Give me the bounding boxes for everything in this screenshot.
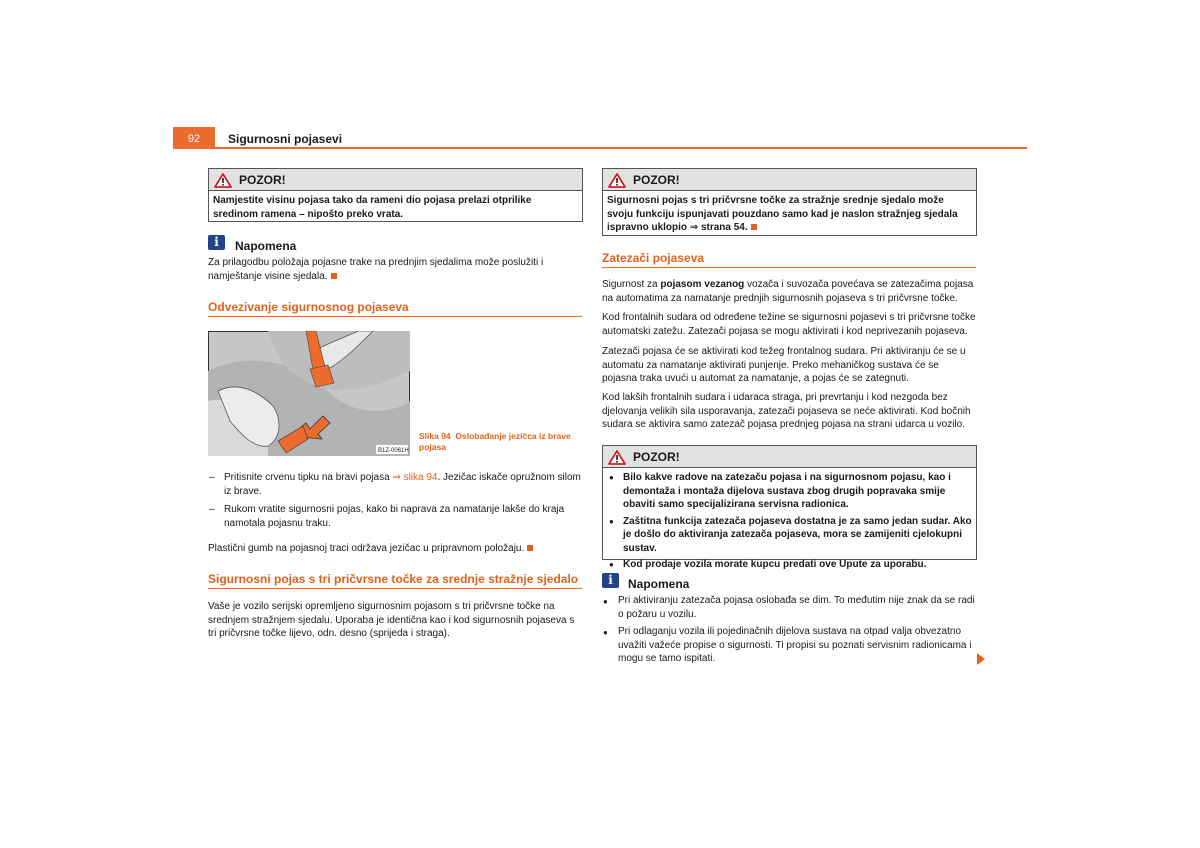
end-marker-icon (751, 224, 757, 230)
section-title: Zatezači pojaseva (602, 251, 705, 265)
info-icon (208, 235, 225, 250)
section2-paragraph: Vaše je vozilo serijski opremljeno sigurnosnim pojasom s tri pričvrsne točke na srednjem stražnjem sjedalu. Uporaba je identična kao i kod sigurnosnih pojaseva s tri pričvrsne točke lijevo, odn. desno (sprijeda i straga). (208, 601, 575, 639)
warning-label: POZOR! (633, 173, 680, 187)
paragraph-2: Kod frontalnih sudara od određene težine se sigurnosni pojasevi s tri pričvrsne točke automatski zatežu. Zatezači pojasa se mogu aktivirati i kod neprivezanih pojaseva. (602, 312, 976, 337)
note-text: Za prilagodbu položaja pojasne trake na prednjim sjedalima može poslužiti i namještanje visine sjedala. (208, 257, 544, 282)
note-title: Napomena (628, 577, 690, 591)
figure-illustration (208, 331, 410, 456)
note-item: Pri odlaganju vozila ili pojedinačnih dijelova sustava na otpad valja obvezatno uvažiti važeće propise o sigurnosti. Ti propisi su poznati servisnim radionicama i mogu se tamo ispitati. (618, 626, 972, 664)
section-title: Sigurnosni pojas s tri pričvrsne točke za srednje stražnje sjedalo (208, 572, 579, 586)
section-rule (208, 588, 582, 589)
warning-label: POZOR! (239, 173, 286, 187)
bullet-icon: ● (603, 597, 608, 606)
note-item: Pri aktiviranju zatezača pojasa oslobađa se dim. To međutim nije znak da se radi o požaru u vozilu. (618, 595, 975, 620)
warning-box-2 (602, 168, 977, 236)
warning-text: Namjestite visinu pojasa tako da rameni dio pojasa prelazi otprilike sredinom ramena – nipošto preko vrata. (213, 195, 532, 220)
warning-box-3 (602, 445, 977, 570)
page-title: Sigurnosni pojasevi (228, 132, 343, 146)
step-dash: – (209, 504, 215, 515)
warning-box-1 (208, 168, 583, 222)
step-2: Rukom vratite sigurnosni pojas, kako bi naprava za namatanje lakše do kraja namotala pojasnu traku. (224, 504, 565, 529)
paragraph-1: Sigurnost za pojasom vezanog vozača i suvozača povećava se zatezačima pojasa na automatima za namatanje prednjih sigurnosnih pojaseva s tri pričvrsne točke. (602, 279, 974, 304)
warning-triangle-icon (608, 450, 626, 465)
warning-item: ● Kod prodaje vozila morate kupcu predati ove Upute za uporabu. (607, 558, 972, 572)
end-marker-icon (331, 273, 337, 279)
warning-label: POZOR! (633, 450, 680, 464)
paragraph-3: Zatezači pojasa će se aktivirati kod težeg frontalnog sudara. Pri aktiviranju će se u automatu za namatanje aktivirati punjenje. Preko mehaničkog sustava će se pojasna traka uvući u automat za namatanje, a pojas će se zategnuti. (602, 346, 966, 384)
page-number: 92 (173, 127, 215, 149)
warning-header (603, 446, 976, 468)
note-title: Napomena (235, 239, 297, 253)
figure-link[interactable]: ⇒ slika 94 (392, 472, 438, 483)
warning-text: Sigurnosni pojas s tri pričvrsne točke za stražnje srednje sjedalo može svoju funkciju ispunjavati pouzdano samo kad je naslon stražnjeg sjedala ispravno uklopio ⇒ strana 54. (607, 195, 958, 233)
bullet-icon: ● (603, 628, 608, 637)
warning-header (603, 169, 976, 191)
warning-item: ● Zaštitna funkcija zatezača pojaseva dostatna je za samo jedan sudar. Ako je došlo do aktiviranja zatezača pojaseva, mora se zamijeniti cjelokupni sustav. (607, 515, 972, 556)
button-paragraph: Plastični gumb na pojasnoj traci održava jezičac u pripravnom položaju. (208, 542, 582, 556)
header-rule (215, 147, 1027, 149)
warning-triangle-icon (608, 173, 626, 188)
warning-item: ● Bilo kakve radove na zatezaču pojasa i na sigurnosnom pojasu, kao i demontaža i montaža dijelova sustava zbog drugih popravaka smije obaviti samo specijalizirana servisna radionica. (607, 471, 972, 512)
paragraph-4: Kod lakših frontalnih sudara i udaraca straga, pri prevrtanju i kod nezgoda bez djelovanja velikih sila usporavanja, zatezači pojaseva se neće aktivirati. Kod bočnih sudara se aktivira samo zatezač pojasa prednjeg pojasa na strani udarca u vozilo. (602, 392, 971, 430)
warning-triangle-icon (214, 173, 232, 188)
figure-caption: Slika 94 Oslobađanje jezičca iz brave pojasa (419, 431, 571, 452)
info-icon (602, 573, 619, 588)
section-title: Odvezivanje sigurnosnog pojaseva (208, 300, 409, 314)
end-marker-icon (527, 545, 533, 551)
warning-header (209, 169, 582, 191)
section-rule (208, 316, 582, 317)
figure-code: B1Z-0061H (378, 448, 409, 454)
next-page-arrow-icon (977, 653, 985, 665)
step-1: Pritisnite crvenu tipku na bravi pojasa ⇒ slika 94. Jezičac iskače opružnom silom iz brave. (224, 472, 581, 497)
step-dash: – (209, 472, 215, 483)
section-rule (602, 267, 976, 268)
